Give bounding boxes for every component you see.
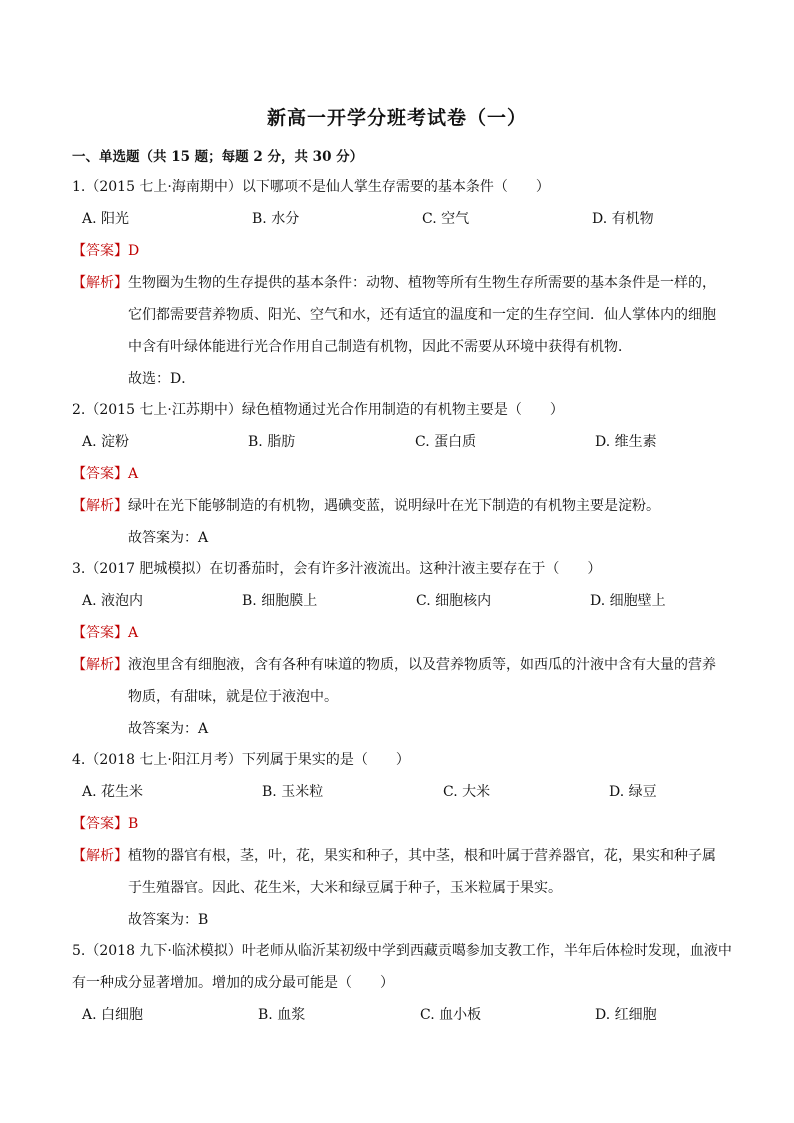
q1-analysis bbox=[72, 272, 716, 292]
q2-option-d: D. 维生素 bbox=[595, 434, 657, 450]
q1-option-c: C. 空气 bbox=[422, 211, 470, 227]
q2-option-a: A. 淀粉 bbox=[82, 434, 130, 450]
answer-tag: 【答案】 bbox=[72, 625, 128, 641]
q1-conclusion: 故选：D． bbox=[128, 371, 196, 387]
q2-option-b: B. 脂肪 bbox=[248, 434, 296, 450]
answer-value: B bbox=[128, 816, 139, 832]
section-heading: 一、单选题（共 15 题；每题 2 分，共 30 分） bbox=[72, 149, 364, 165]
q1-option-d: D. 有机物 bbox=[592, 211, 654, 227]
q4-option-a: A. 花生米 bbox=[82, 784, 144, 800]
answer-value: A bbox=[128, 625, 139, 641]
answer-tag: 【答案】 bbox=[72, 816, 128, 832]
analysis-tag: 【解析】 bbox=[72, 498, 128, 514]
analysis-text: 绿叶在光下能够制造的有机物，遇碘变蓝，说明绿叶在光下制造的有机物主要是淀粉。 bbox=[128, 498, 660, 514]
question-5-stem-line-2: 有一种成分显著增加。增加的成分最可能是（ ） bbox=[72, 975, 394, 991]
q4-option-d: D. 绿豆 bbox=[609, 784, 657, 800]
q4-conclusion: 故答案为：B bbox=[128, 912, 209, 928]
question-1-stem: 1.（2015 七上·海南期中）以下哪项不是仙人掌生存需要的基本条件（ ） bbox=[72, 179, 550, 195]
q5-option-d: D. 红细胞 bbox=[595, 1007, 657, 1023]
q2-option-c: C. 蛋白质 bbox=[415, 434, 477, 450]
q1-analysis-line-3: 中含有叶绿体能进行光合作用自己制造有机物，因此不需要从环境中获得有机物． bbox=[128, 339, 632, 355]
analysis-tag: 【解析】 bbox=[72, 848, 128, 864]
analysis-tag: 【解析】 bbox=[72, 275, 128, 291]
answer-tag: 【答案】 bbox=[72, 466, 128, 482]
q4-option-b: B. 玉米粒 bbox=[262, 784, 324, 800]
q4-analysis bbox=[72, 845, 716, 865]
q3-option-a: A. 液泡内 bbox=[82, 593, 144, 609]
q3-conclusion: 故答案为：A bbox=[128, 721, 209, 737]
analysis-text: 生物圈为生物的生存提供的基本条件：动物、植物等所有生物生存所需要的基本条件是一样的， bbox=[128, 275, 716, 291]
q2-answer bbox=[72, 463, 138, 483]
q3-option-b: B. 细胞膜上 bbox=[242, 593, 318, 609]
analysis-tag: 【解析】 bbox=[72, 657, 128, 673]
q3-analysis bbox=[72, 654, 716, 674]
page-title: 新高一开学分班考试卷（一） bbox=[266, 107, 527, 129]
question-5-stem: 5.（2018 九下·临沭模拟）叶老师从临沂某初级中学到西藏贡噶参加支教工作，半年后体检时发现，血液中 bbox=[72, 943, 732, 959]
question-3-stem: 3.（2017 肥城模拟）在切番茄时，会有许多汁液流出。这种汁液主要存在于（ ） bbox=[72, 561, 602, 577]
answer-tag: 【答案】 bbox=[72, 243, 128, 259]
q4-analysis-line-2: 于生殖器官。因此、花生米，大米和绿豆属于种子，玉米粒属于果实。 bbox=[128, 880, 562, 896]
q5-option-b: B. 血浆 bbox=[258, 1007, 306, 1023]
answer-value: D bbox=[128, 243, 140, 259]
analysis-text: 液泡里含有细胞液，含有各种有味道的物质，以及营养物质等，如西瓜的汁液中含有大量的营养 bbox=[128, 657, 716, 673]
q3-option-d: D. 细胞壁上 bbox=[590, 593, 666, 609]
q3-answer bbox=[72, 622, 138, 642]
q2-conclusion: 故答案为：A bbox=[128, 530, 209, 546]
q5-option-c: C. 血小板 bbox=[420, 1007, 482, 1023]
q2-analysis bbox=[72, 495, 660, 515]
q5-option-a: A. 白细胞 bbox=[82, 1007, 144, 1023]
answer-value: A bbox=[128, 466, 139, 482]
q1-answer bbox=[72, 240, 139, 260]
q1-option-b: B. 水分 bbox=[252, 211, 300, 227]
question-2-stem: 2.（2015 七上·江苏期中）绿色植物通过光合作用制造的有机物主要是（ ） bbox=[72, 402, 564, 418]
q1-option-a: A. 阳光 bbox=[82, 211, 130, 227]
q3-option-c: C. 细胞核内 bbox=[416, 593, 492, 609]
q3-analysis-line-2: 物质，有甜味，就是位于液泡中。 bbox=[128, 689, 338, 705]
q4-option-c: C. 大米 bbox=[443, 784, 491, 800]
q4-answer bbox=[72, 813, 138, 833]
analysis-text: 植物的器官有根，茎，叶，花，果实和种子，其中茎，根和叶属于营养器官，花，果实和种子属 bbox=[128, 848, 716, 864]
q1-analysis-line-2: 它们都需要营养物质、阳光、空气和水，还有适宜的温度和一定的生存空间．仙人掌体内的细胞 bbox=[128, 307, 716, 323]
question-4-stem: 4.（2018 七上·阳江月考）下列属于果实的是（ ） bbox=[72, 752, 410, 768]
